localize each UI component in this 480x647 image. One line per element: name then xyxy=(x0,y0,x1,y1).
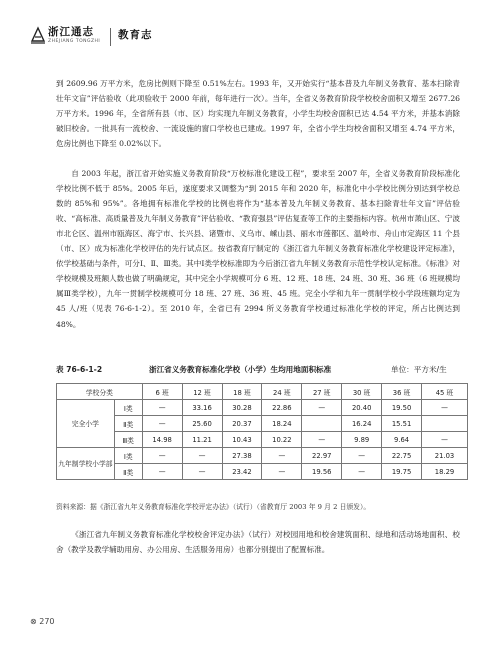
page-number xyxy=(30,617,55,626)
value-cell: 25.60 xyxy=(182,416,222,432)
value-cell: 18.24 xyxy=(262,416,302,432)
value-cell: 33.16 xyxy=(182,400,222,416)
value-cell: — xyxy=(342,448,382,464)
value-cell: 20.40 xyxy=(342,400,382,416)
header-cell: 6 班 xyxy=(142,384,182,400)
value-cell: 23.42 xyxy=(222,464,262,480)
page-number-value: 270 xyxy=(39,617,55,626)
value-cell: 9.64 xyxy=(382,432,422,448)
paragraph-3: 《浙江省九年制义务教育标准化学校校舍评定办法》（试行）对校园用地和校舍建筑面积、绿地和活动场地面积、校舍（教学及教学辅助用房、办公用房、生活服务用房）也都分别提出了配置标准。 xyxy=(56,529,460,554)
value-cell: 19.75 xyxy=(382,464,422,480)
page-header xyxy=(30,20,470,62)
table-unit: 单位：平方米/生 xyxy=(391,365,447,374)
header-divider xyxy=(110,28,111,46)
value-cell: — xyxy=(302,400,342,416)
header-cell: 27 班 xyxy=(302,384,342,400)
section-title: 教育志 xyxy=(118,29,153,41)
logo-title: 浙江通志 xyxy=(48,26,94,38)
value-cell xyxy=(422,416,468,432)
value-cell: 19.50 xyxy=(382,400,422,416)
header-cell: 36 班 xyxy=(382,384,422,400)
logo-subtitle: ZHEJIANG TONGZHI xyxy=(48,39,101,44)
value-cell: 22.75 xyxy=(382,448,422,464)
header-cell: 24 班 xyxy=(262,384,302,400)
value-cell: 30.28 xyxy=(222,400,262,416)
table-row xyxy=(57,432,468,448)
paragraph-2: 自 2003 年起，浙江省开始实施义务教育阶段“万校标准化建设工程”，要求至 2007 年，全省义务教育阶段标准化学校比例不低于 85%。2005 年后，遂度要求又调整为“到 2015 年和 2020 年，标准化中小学校比例分别达到学校总数的 85%和 95%”。各地拥有标准化学校的比例也将作为“基本普及九年制义务教育、基本扫除青壮年文盲”评估验收、“高标准、高质量普及九年制义务教育”评估验收、“教育强县”评估复查等工作的主要指标内容。杭州市萧山区、宁波市北仑区、温州市瓯海区、海宁市、长兴县、诸暨市、义乌市、嵊山县、丽水市莲都区、温岭市、舟山市定海区 11 个县（市、区）成为标准化学校评估的先行试点区。按省教育厅制定的《浙江省九年制义务教育标准化学校建设评定标准》，依学校基础与条件，可分Ⅰ、Ⅱ、Ⅲ类。其中Ⅰ类学校标准即为今后浙江省九年制义务教育示范性学校认定标准。《标准》对学校规模及班额人数也做了明确规定，其中完全小学规模可分 6 班、12 班、18 班、24 班、30 班、36 班（6 班规模均属Ⅲ类学校），九年一贯制学校规模可分 18 班、27 班、36 班、45 班。完全小学和九年一贯制学校小学段班额均定为 45 人/班（见表 76-6-1-2）。至 2010 年，全省已有 2994 所义务教育学校通过标准化学校的评定，所占比例达到 48%。 xyxy=(56,168,460,329)
table-row xyxy=(57,416,468,432)
value-cell: — xyxy=(342,464,382,480)
grade-cell: Ⅰ类 xyxy=(114,400,142,416)
publication-logo xyxy=(30,22,104,58)
grade-cell: Ⅰ类 xyxy=(114,448,142,464)
value-cell: 16.24 xyxy=(342,416,382,432)
land-area-standards-table xyxy=(56,383,468,480)
value-cell: — xyxy=(422,400,468,416)
table-number: 表 76-6-1-2 xyxy=(56,365,103,374)
value-cell: 11.21 xyxy=(182,432,222,448)
header-cell: 45 班 xyxy=(422,384,468,400)
value-cell: — xyxy=(182,448,222,464)
group-label: 九年制学校小学部 xyxy=(57,448,115,480)
paragraph-1: 到 2609.96 万平方米，危房比例则下降至 0.51%左右。1993 年，又开始实行“基本普及九年制义务教育、基本扫除青壮年文盲”评估验收（此项验收于 2000 年前，每年进行一次）。当年，全省义务教育阶段学校校舍面积又增至 2677.26 万平方米。1996 年，全省所有县（市、区）均实现九年制义务教育，小学生均校舍面积已达 4.54 平方米，并基本消除破旧校舍。一批具有一流校舍、一流设施的窗口学校也已建成。1997 年，全省小学生均校舍面积又增至 4.74 平方米，危房比例也下降至 0.02%以下。 xyxy=(56,78,460,148)
table-row xyxy=(57,464,468,480)
logo-emblem-icon xyxy=(30,26,46,44)
table-header-row xyxy=(57,384,468,400)
value-cell: 10.22 xyxy=(262,432,302,448)
value-cell: 18.29 xyxy=(422,464,468,480)
value-cell: 22.86 xyxy=(262,400,302,416)
header-cell: 12 班 xyxy=(182,384,222,400)
value-cell: 20.37 xyxy=(222,416,262,432)
grade-cell: Ⅱ类 xyxy=(114,416,142,432)
value-cell: — xyxy=(422,432,468,448)
value-cell: 14.98 xyxy=(142,432,182,448)
group-label: 完全小学 xyxy=(57,400,115,448)
value-cell: 10.43 xyxy=(222,432,262,448)
value-cell: — xyxy=(142,464,182,480)
value-cell: — xyxy=(262,448,302,464)
table-row xyxy=(57,400,468,416)
value-cell: — xyxy=(142,416,182,432)
table-title: 浙江省义务教育标准化学校（小学）生均用地面积标准 xyxy=(149,365,332,374)
value-cell: 15.51 xyxy=(382,416,422,432)
header-cell-category: 学校分类 xyxy=(57,384,143,400)
grade-cell: Ⅱ类 xyxy=(114,464,142,480)
value-cell xyxy=(302,416,342,432)
value-cell: 19.56 xyxy=(302,464,342,480)
header-cell: 18 班 xyxy=(222,384,262,400)
header-cell: 30 班 xyxy=(342,384,382,400)
value-cell: 21.03 xyxy=(422,448,468,464)
value-cell: — xyxy=(142,400,182,416)
value-cell: — xyxy=(182,464,222,480)
page-number-prefix-icon: ⊗ xyxy=(30,617,40,626)
value-cell: — xyxy=(262,464,302,480)
value-cell: 27.38 xyxy=(222,448,262,464)
value-cell: — xyxy=(142,448,182,464)
value-cell: 22.97 xyxy=(302,448,342,464)
table-caption xyxy=(56,364,466,378)
table-footnote: 资料来源：据《浙江省九年义务教育标准化学校评定办法》（试行）（省教育厅 2003 年 9 月 2 日颁发）。 xyxy=(56,503,371,511)
table-row xyxy=(57,448,468,464)
grade-cell: Ⅲ类 xyxy=(114,432,142,448)
value-cell: 9.89 xyxy=(342,432,382,448)
value-cell: — xyxy=(302,432,342,448)
